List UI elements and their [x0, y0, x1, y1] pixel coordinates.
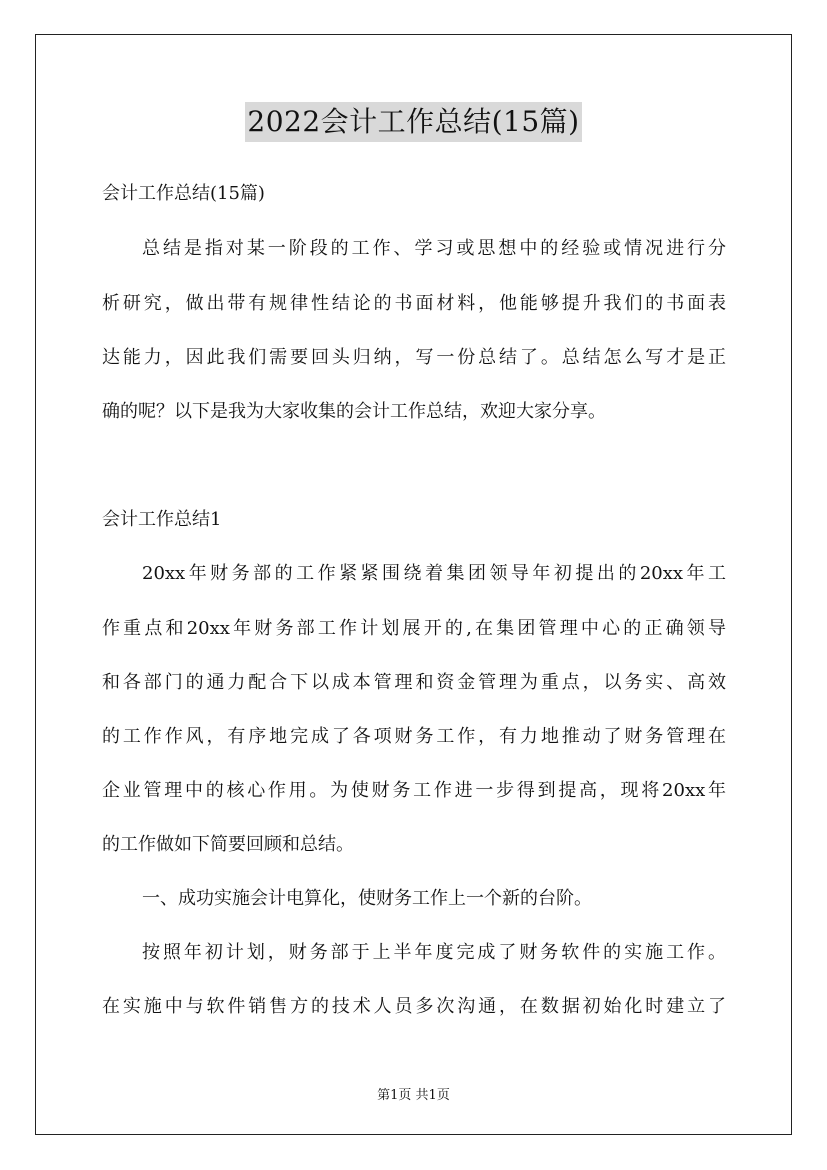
intro-line: 确的呢？以下是我为大家收集的会计工作总结，欢迎大家分享。 [102, 401, 606, 422]
point-line: 按照年初计划，财务部于上半年度完成了财务软件的实施工作。 [142, 942, 726, 963]
section-line: 和各部门的通力配合下以成本管理和资金管理为重点，以务实、高效 [102, 672, 726, 693]
point-line: 在实施中与软件销售方的技术人员多次沟通，在数据初始化时建立了 [102, 996, 726, 1017]
intro-line: 总结是指对某一阶段的工作、学习或思想中的经验或情况进行分 [142, 238, 726, 259]
point-heading: 一、成功实施会计电算化，使财务工作上一个新的台阶。 [142, 888, 592, 909]
document-title: 2022会计工作总结(15篇) [245, 102, 581, 142]
section-line: 的工作作风，有序地完成了各项财务工作，有力地推动了财务管理在 [102, 726, 726, 747]
section-line: 20xx年财务部的工作紧紧围绕着集团领导年初提出的20xx年工 [142, 563, 726, 584]
section-line: 企业管理中的核心作用。为使财务工作进一步得到提高，现将20xx年 [102, 780, 726, 801]
title-wrapper [0, 102, 827, 142]
section-line: 的工作做如下简要回顾和总结。 [102, 834, 354, 855]
intro-line: 达能力，因此我们需要回头归纳，写一份总结了。总结怎么写才是正 [102, 347, 726, 368]
section-heading: 会计工作总结1 [102, 509, 222, 530]
intro-line: 析研究，做出带有规律性结论的书面材料，他能够提升我们的书面表 [102, 293, 726, 314]
page-footer: 第1页 共1页 [377, 1088, 450, 1103]
document-subtitle: 会计工作总结(15篇) [102, 183, 265, 204]
section-line: 作重点和20xx年财务部工作计划展开的,在集团管理中心的正确领导 [102, 618, 726, 639]
